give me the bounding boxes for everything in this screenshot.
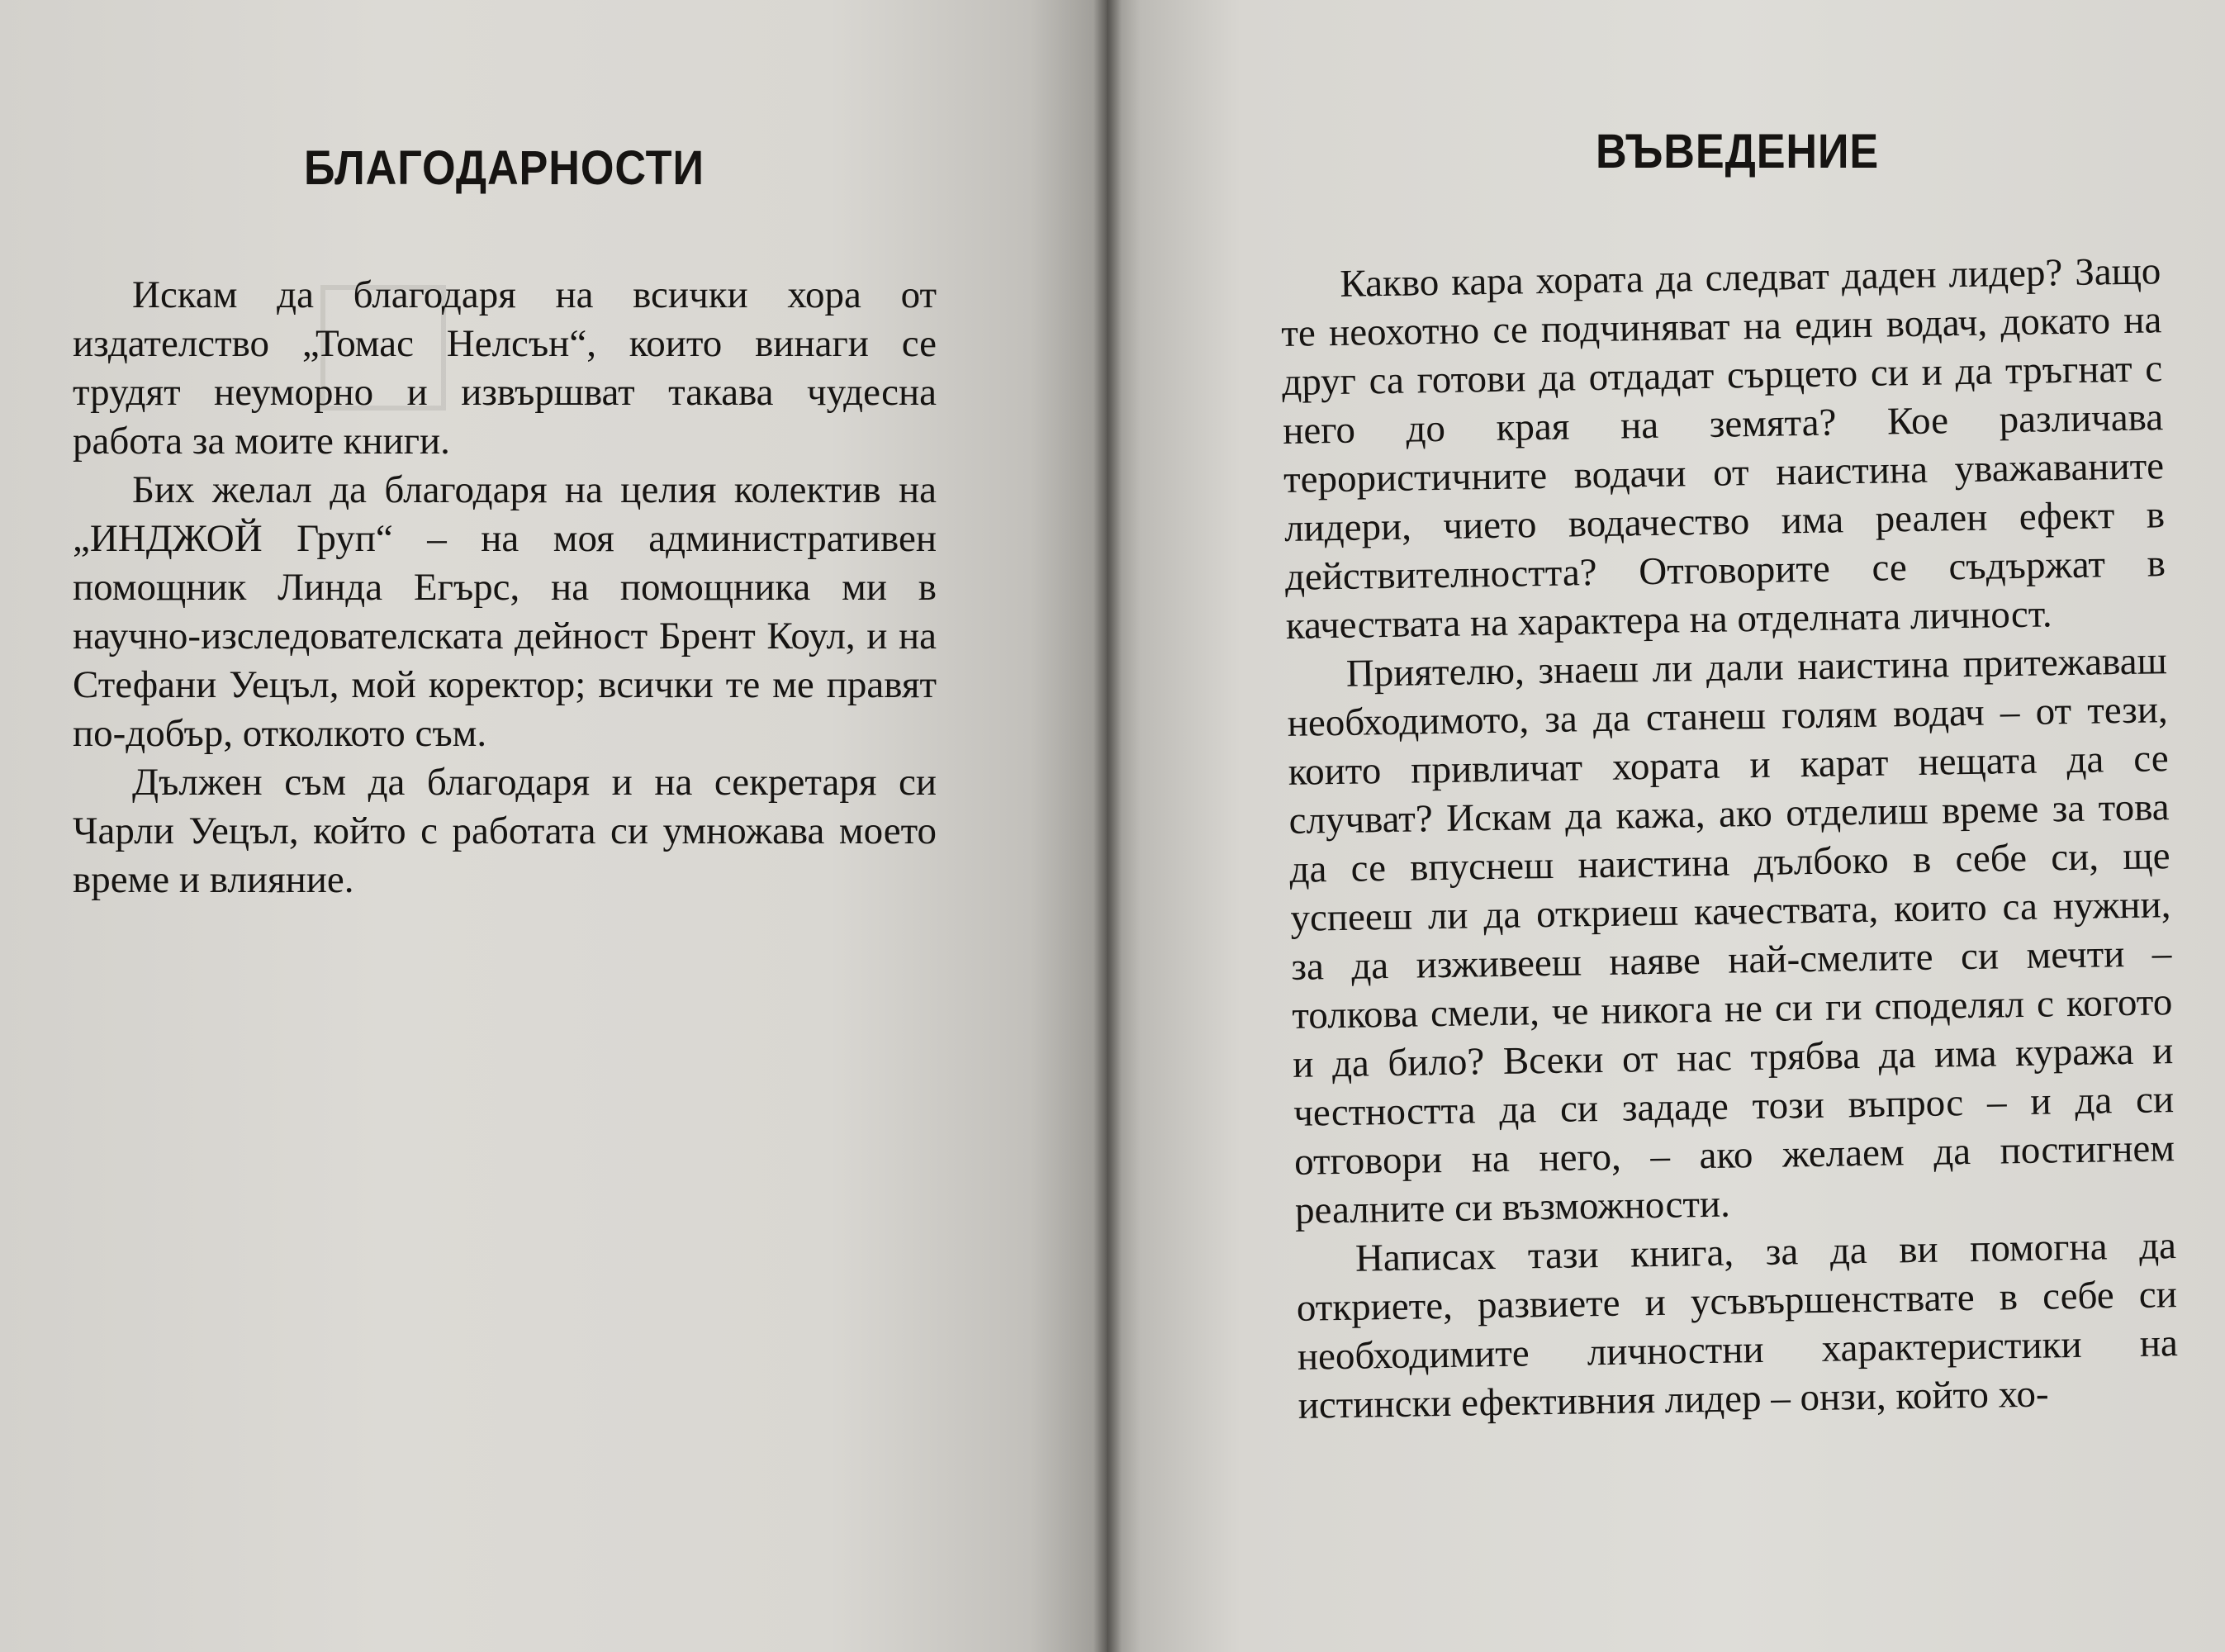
paragraph: Дължен съм да благодаря и на секретаря си Чарли Уецъл, който с работата си умножава моето време и влияние. [73, 761, 937, 901]
right-page [1107, 0, 2225, 1652]
paragraph: Приятелю, знаеш ли дали наистина притежаваш необходимото, за да станеш голям водач – от тези, които привличат хората и карат нещата да се случват? Искам да кажа, ако отделиш време за това да се впуснеш наистина дълбоко в себе си, ще успееш ли да откриеш качествата, които са нужни, за да изживееш наяве най-смелите си мечти – толкова смели, че никога не си ги споделял с когото и да било? Всеки от нас трябва да има куража и честността да си зададе този въпрос – и да си отговори на него, – ако желаем да постигнем реалните си възможности. [1287, 639, 2175, 1232]
book-gutter [1094, 0, 1122, 1652]
introduction-body [1280, 247, 2179, 1431]
left-page [0, 0, 1107, 1652]
acknowledgements-body [73, 271, 937, 904]
page-title-acknowledgements: БЛАГОДАРНОСТИ [304, 141, 705, 195]
paragraph: Бих желал да благодаря на целия колектив на „ИНДЖОЙ Груп“ – на моя административен помощник Линда Егърс, на помощника ми в научно-изследователската дейност Брент Коул, и на Стефани Уецъл, мой коректор; всички те ме правят по-добър, отколкото съм. [73, 468, 937, 755]
paragraph: Написах тази книга, за да ви помогна да откриете, развиете и усъвършенствате в себе си необходимите личностни характеристики на истински ефективния лидер – онзи, който хо- [1296, 1224, 2179, 1427]
paragraph: Какво кара хората да следват даден лидер? Защо те неохотно се подчиняват на един водач, докато на друг са готови да отдадат сърцето си и да тръгнат с него до края на земята? Кое различава терористичните водачи от наистина уважаваните лидери, чието водачество има реален ефект в действителността? Отговорите се съдържат в качествата на характера на отделната личност. [1280, 249, 2166, 648]
page-title-introduction: ВЪВЕДЕНИЕ [1596, 125, 1880, 178]
paragraph: Искам да благодаря на всички хора от издателство „Томас Нелсън“, които винаги се трудят неуморно и извършват такава чудесна работа за моите книги. [73, 273, 937, 463]
